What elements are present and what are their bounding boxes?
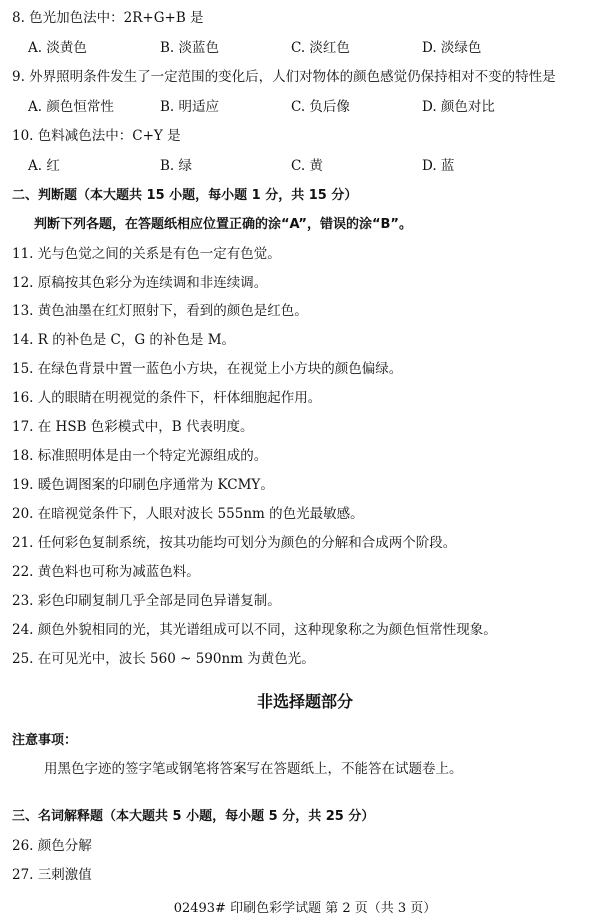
- part-title: 非选择题部分: [256, 692, 353, 711]
- notice-text: 用黑色字迹的签字笔或钢笔将答案写在答题纸上，不能答在试题卷上。: [44, 761, 463, 777]
- question-10-stem: 10. 色料减色法中：C+Y 是: [12, 128, 181, 144]
- question-23: 23. 彩色印刷复制几乎全部是同色异谱复制。: [12, 593, 281, 609]
- option-a: A. 颜色恒常性: [28, 99, 114, 115]
- option-c: C. 黄: [291, 158, 323, 174]
- option-d: D. 淡绿色: [422, 40, 482, 56]
- question-24: 24. 颜色外貌相同的光，其光谱组成可以不同，这种现象称之为颜色恒常性现象。: [12, 622, 497, 638]
- section-2-title: 二、判断题（本大题共 15 小题，每小题 1 分，共 15 分）: [12, 188, 358, 203]
- question-11: 11. 光与色觉之间的关系是有色一定有色觉。: [12, 246, 281, 262]
- question-18: 18. 标准照明体是由一个特定光源组成的。: [12, 448, 268, 464]
- question-26: 26. 颜色分解: [12, 838, 92, 854]
- question-27: 27. 三刺激值: [12, 867, 92, 883]
- option-b: B. 淡蓝色: [160, 40, 220, 56]
- question-12: 12. 原稿按其色彩分为连续调和非连续调。: [12, 275, 268, 291]
- option-a: A. 红: [28, 158, 60, 174]
- question-16: 16. 人的眼睛在明视觉的条件下，杆体细胞起作用。: [12, 390, 322, 406]
- question-20: 20. 在暗视觉条件下，人眼对波长 555nm 的色光最敏感。: [12, 506, 364, 522]
- option-d: D. 蓝: [422, 158, 455, 174]
- question-13: 13. 黄色油墨在红灯照射下，看到的颜色是红色。: [12, 303, 308, 319]
- page-footer: 02493# 印刷色彩学试题 第 2 页（共 3 页）: [173, 901, 437, 916]
- question-22: 22. 黄色料也可称为减蓝色料。: [12, 564, 200, 580]
- option-c: C. 淡红色: [291, 40, 350, 56]
- question-8-stem: 8. 色光加色法中：2R+G+B 是: [12, 10, 204, 26]
- question-17: 17. 在 HSB 色彩模式中，B 代表明度。: [12, 419, 254, 435]
- question-19: 19. 暖色调图案的印刷色序通常为 KCMY。: [12, 477, 274, 493]
- option-b: B. 明适应: [160, 99, 220, 115]
- section-2-instruction: 判断下列各题，在答题纸相应位置正确的涂“A”，错误的涂“B”。: [34, 217, 412, 232]
- question-14: 14. R 的补色是 C，G 的补色是 M。: [12, 332, 236, 348]
- question-9-stem: 9. 外界照明条件发生了一定范围的变化后，人们对物体的颜色感觉仍保持相对不变的特性是: [12, 69, 556, 85]
- notice-title: 注意事项：: [12, 733, 78, 748]
- option-d: D. 颜色对比: [422, 99, 495, 115]
- question-21: 21. 任何彩色复制系统，按其功能均可划分为颜色的分解和合成两个阶段。: [12, 535, 457, 551]
- question-25: 25. 在可见光中，波长 560 ~ 590nm 为黄色光。: [12, 651, 315, 667]
- section-3-title: 三、名词解释题（本大题共 5 小题，每小题 5 分，共 25 分）: [12, 809, 375, 824]
- option-a: A. 淡黄色: [28, 40, 87, 56]
- option-c: C. 负后像: [291, 99, 350, 115]
- question-15: 15. 在绿色背景中置一蓝色小方块，在视觉上小方块的颜色偏绿。: [12, 361, 403, 377]
- option-b: B. 绿: [160, 158, 193, 174]
